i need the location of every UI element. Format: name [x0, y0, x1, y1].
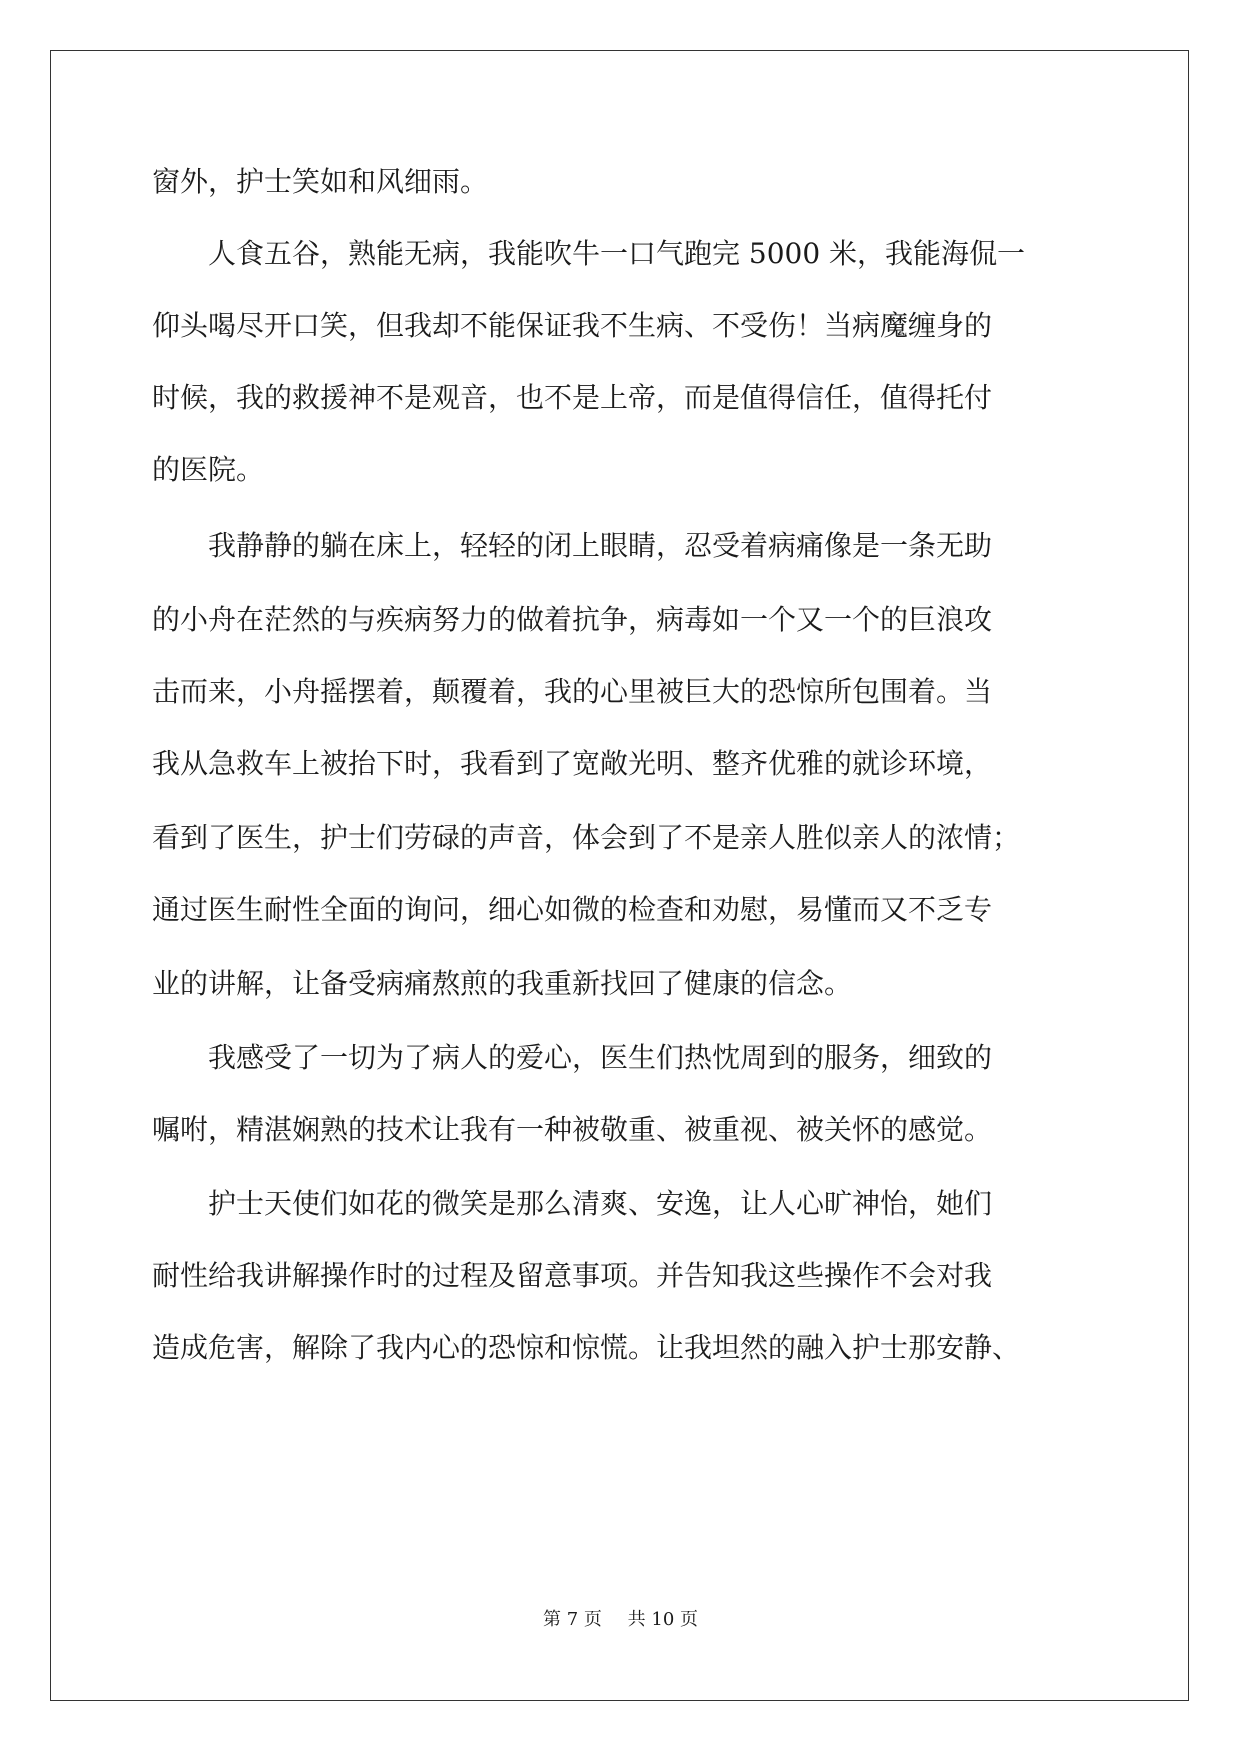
text-line: 嘱咐，精湛娴熟的技术让我有一种被敬重、被重视、被关怀的感觉。	[152, 1113, 993, 1146]
page-footer	[0, 1608, 1241, 1632]
text-line: 我从急救车上被抬下时，我看到了宽敞光明、整齐优雅的就诊环境，	[152, 747, 993, 780]
text-line: 的小舟在茫然的与疾病努力的做着抗争，病毒如一个又一个的巨浪攻	[152, 603, 993, 636]
text-line: 我感受了一切为了病人的爱心，医生们热忱周到的服务，细致的	[208, 1041, 993, 1074]
text-line: 的医院。	[152, 453, 265, 486]
page-border	[50, 50, 1189, 1701]
text-line: 耐性给我讲解操作时的过程及留意事项。并告知我这些操作不会对我	[152, 1259, 993, 1292]
text-line: 造成危害，解除了我内心的恐惊和惊慌。让我坦然的融入护士那安静、	[152, 1331, 1021, 1364]
text-line: 击而来，小舟摇摆着，颠覆着，我的心里被巨大的恐惊所包围着。当	[152, 675, 993, 708]
text-line: 看到了医生，护士们劳碌的声音，体会到了不是亲人胜似亲人的浓情；	[152, 821, 1021, 854]
text-line: 窗外，护士笑如和风细雨。	[152, 165, 489, 198]
text-line: 仰头喝尽开口笑，但我却不能保证我不生病、不受伤！当病魔缠身的	[152, 309, 993, 342]
page-number-total: 共 10 页	[627, 1609, 698, 1630]
text-line: 护士天使们如花的微笑是那么清爽、安逸，让人心旷神怡，她们	[208, 1187, 993, 1220]
text-line: 我静静的躺在床上，轻轻的闭上眼睛，忍受着病痛像是一条无助	[208, 529, 993, 562]
text-line: 时候，我的救援神不是观音，也不是上帝，而是值得信任，值得托付	[152, 381, 993, 414]
text-line: 人食五谷，熟能无病，我能吹牛一口气跑完 5000 米，我能海侃一	[208, 237, 1026, 270]
text-line: 业的讲解，让备受病痛熬煎的我重新找回了健康的信念。	[152, 967, 853, 1000]
text-line: 通过医生耐性全面的询问，细心如微的检查和劝慰，易懂而又不乏专	[152, 893, 993, 926]
page-number-current: 第 7 页	[543, 1609, 602, 1630]
